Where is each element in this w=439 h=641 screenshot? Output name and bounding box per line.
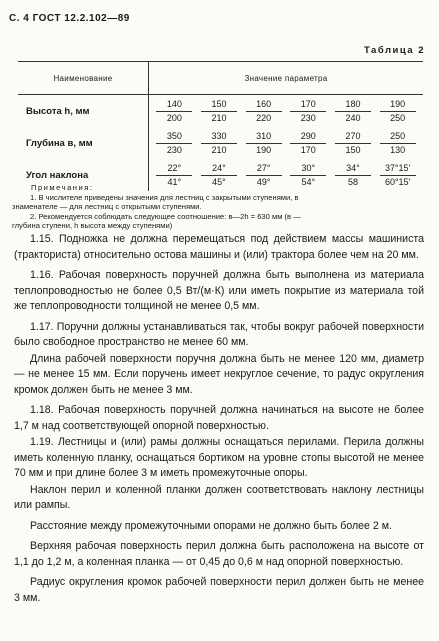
denominator: 41° — [167, 176, 182, 187]
denominator: 60°15' — [384, 176, 411, 187]
numerator: 160 — [246, 99, 282, 112]
paragraph-height: Верхняя рабочая поверхность перил должна быть расположена на высоте от 1,1 до 1,2 м, а коленная планка — от 0,45 до 0,6 м над опорной поверхностью. — [14, 540, 424, 568]
paragraph-1-17: 1.17. Поручни должны устанавливаться так, чтобы вокруг рабочей поверхности было свободное пространство не менее 60 мм. — [14, 320, 424, 348]
fraction-value — [156, 99, 192, 124]
denominator: 170 — [300, 144, 316, 155]
fraction-value — [246, 99, 282, 124]
numerator: 350 — [156, 131, 192, 144]
denominator: 54° — [301, 176, 316, 187]
paragraph-1-17-length: Длина рабочей поверхности поручня должна быть не менее 120 мм, диаметр — не менее 15 мм. Если поручень имеет некруглое сечение, то радус округления кромок должен быть не менее 3 мм. — [14, 352, 424, 396]
denominator: 200 — [166, 112, 182, 123]
document-body — [14, 232, 424, 607]
numerator: 190 — [380, 99, 416, 112]
numerator: 27° — [246, 163, 282, 176]
denominator: 240 — [345, 112, 361, 123]
numerator: 250 — [380, 131, 416, 144]
parameters-table — [18, 61, 423, 191]
denominator: 210 — [211, 144, 227, 155]
notes-heading: Примечания: — [31, 183, 94, 192]
fraction-value — [290, 99, 326, 124]
row-label: Глубина в, мм — [18, 127, 149, 159]
row-label: Угол наклона — [18, 159, 149, 191]
denominator: 130 — [390, 144, 406, 155]
denominator: 49° — [256, 176, 271, 187]
fraction-value — [201, 99, 237, 124]
fraction-value — [290, 131, 326, 156]
table-row — [18, 95, 423, 128]
row-values — [149, 127, 424, 159]
fraction-value — [156, 131, 192, 156]
denominator: 230 — [166, 144, 182, 155]
paragraph-1-16: 1.16. Рабочая поверхность поручней должна быть выполнена из материала теплопроводностью не более 0,5 Вт/(м·К) или иметь покрытие из материала той же теплопроводности толщиной не менее 0,5 мм. — [14, 269, 424, 312]
fraction-value — [201, 131, 237, 156]
row-values — [149, 95, 424, 128]
numerator: 30° — [290, 163, 326, 176]
fraction-value — [380, 131, 416, 156]
note-line: знаменателе — для лестниц с открытыми ступенями. — [12, 202, 202, 211]
paragraph-1-19: 1.19. Лестницы и (или) рамы должны оснащаться перилами. Перила должны иметь коленную планку, оснащаться бортиком на уровне стопы высотой не менее 70 мм и при длине более 3 м иметь промежуточные опоры. — [14, 436, 424, 479]
page-header: С. 4 ГОСТ 12.2.102—89 — [9, 13, 130, 24]
col-header-name: Наименование — [18, 62, 149, 95]
paragraph-radius: Радиус округления кромок рабочей поверхности перил должен быть не менее 3 мм. — [14, 576, 424, 604]
table-row — [18, 127, 423, 159]
numerator: 170 — [290, 99, 326, 112]
fraction-value — [335, 99, 371, 124]
denominator: 58 — [347, 176, 358, 187]
denominator: 150 — [345, 144, 361, 155]
note-line: 1. В числителе приведены значения для лестниц с закрытыми ступенями, в — [30, 192, 299, 202]
paragraph-slope: Наклон перил и коленной планки должен соответствовать наклону лестницы или рампы. — [14, 483, 424, 511]
numerator: 37°15' — [380, 163, 416, 176]
denominator: 230 — [300, 112, 316, 123]
row-label: Высота h, мм — [18, 95, 149, 128]
note-line: 2. Рекомендуется соблюдать следующее соотношение: в—2h = 630 мм (в — — [30, 211, 301, 221]
denominator: 220 — [256, 112, 272, 123]
note-line: глубина ступени, h высота между ступенями) — [12, 221, 173, 230]
numerator: 330 — [201, 131, 237, 144]
table-notes — [12, 183, 426, 231]
numerator: 34° — [335, 163, 371, 176]
paragraph-1-18: 1.18. Рабочая поверхность поручней должна начинаться на высоте не более 1,7 м над соответствующей опорной поверхностью. — [14, 404, 424, 432]
numerator: 22° — [156, 163, 192, 176]
numerator: 180 — [335, 99, 371, 112]
fraction-value — [335, 131, 371, 156]
col-header-value: Значение параметра — [149, 62, 424, 95]
denominator: 250 — [390, 112, 406, 123]
table-title: Таблица 2 — [363, 45, 425, 56]
numerator: 270 — [335, 131, 371, 144]
numerator: 24° — [201, 163, 237, 176]
numerator: 140 — [156, 99, 192, 112]
numerator: 150 — [201, 99, 237, 112]
fraction-value — [246, 131, 282, 156]
denominator: 190 — [256, 144, 272, 155]
paragraph-1-15: 1.15. Подножка не должна перемещаться под действием массы машиниста (тракториста) относительно остова машины и (или) трактора более чем на 20 мм. — [14, 233, 424, 261]
numerator: 290 — [290, 131, 326, 144]
numerator: 310 — [246, 131, 282, 144]
fraction-value — [380, 99, 416, 124]
paragraph-supports: Расстояние между промежуточными опорами не должно быть более 2 м. — [30, 519, 392, 532]
denominator: 210 — [211, 112, 227, 123]
denominator: 45° — [212, 176, 226, 187]
